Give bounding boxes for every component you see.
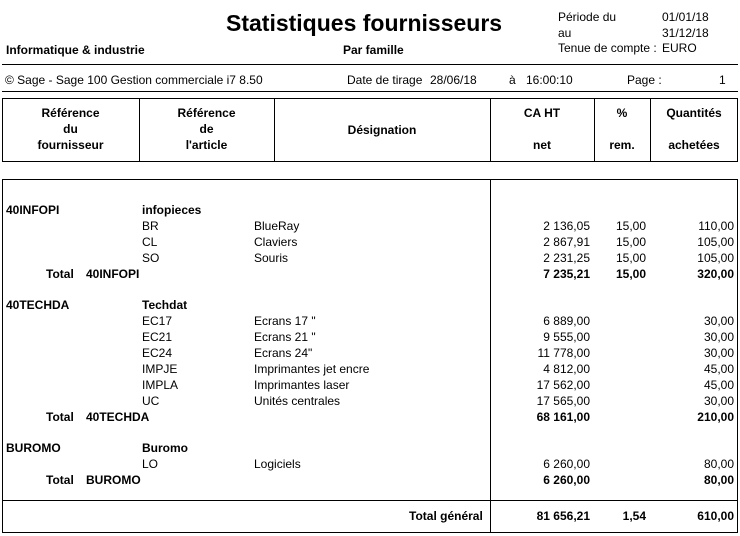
article-ref: BR [142,219,159,233]
supplier-code: BUROMO [6,441,61,455]
report-title: Statistiques fournisseurs [226,10,503,36]
grand-total-ca: 81 656,21 [536,509,590,523]
period-to: 31/12/18 [662,26,709,40]
article-designation: BlueRay [254,219,300,233]
total-supplier-code: 40INFOPI [86,267,140,281]
line-qty: 105,00 [697,251,734,265]
total-ca-ht: 7 235,21 [543,267,590,281]
supplier-code: 40INFOPI [6,203,60,217]
article-ref: UC [142,394,160,408]
line-ca-ht: 9 555,00 [543,330,590,344]
period-from: 01/01/18 [662,10,709,24]
article-designation: Ecrans 21 " [254,330,316,344]
article-ref: LO [142,457,159,471]
article-ref: CL [142,235,158,249]
line-ca-ht: 2 867,91 [543,235,590,249]
supplier-name: Buromo [142,441,188,455]
header-divider-bottom [2,91,738,92]
article-ref: EC21 [142,330,173,344]
grand-total-qty: 610,00 [697,509,734,523]
total-qty: 320,00 [697,267,734,281]
line-rem: 15,00 [615,235,646,249]
line-qty: 105,00 [697,235,734,249]
line-qty: 80,00 [703,457,734,471]
article-designation: Unités centrales [254,394,341,408]
article-ref: SO [142,251,160,265]
article-designation: Claviers [254,235,298,249]
article-designation: Souris [254,251,289,265]
col-designation: Désignation [347,123,417,137]
supplier-name: Techdat [142,298,188,312]
currency-value: EURO [662,41,697,55]
article-designation: Ecrans 24" [254,346,313,360]
total-label: Total [46,410,74,424]
line-ca-ht: 17 565,00 [536,394,590,408]
line-qty: 30,00 [703,394,734,408]
article-ref: IMPLA [142,378,179,392]
period-to-label: au [558,26,572,40]
col-rem: % rem. [609,106,635,152]
currency-label: Tenue de compte : [558,41,657,55]
article-designation: Imprimantes laser [254,378,350,392]
page-number: 1 [719,73,726,87]
line-ca-ht: 11 778,00 [537,346,590,360]
line-qty: 30,00 [703,330,734,344]
total-qty: 210,00 [697,410,734,424]
line-qty: 45,00 [703,378,734,392]
line-rem: 15,00 [615,251,646,265]
report-subtitle: Par famille [343,43,404,57]
article-ref: EC17 [142,314,173,328]
article-designation: Ecrans 17 " [254,314,316,328]
grand-total-rem: 1,54 [622,509,646,523]
line-ca-ht: 6 889,00 [543,314,590,328]
article-designation: Imprimantes jet encre [254,362,370,376]
company-name: Informatique & industrie [6,43,145,57]
line-ca-ht: 4 812,00 [543,362,590,376]
header-divider-top [2,64,738,65]
page-label: Page : [627,73,662,87]
supplier-code: 40TECHDA [6,298,70,312]
grand-total-label: Total général [409,509,483,523]
line-ca-ht: 6 260,00 [543,457,590,471]
col-ca-ht: CA HT net [523,106,561,152]
total-supplier-code: 40TECHDA [86,410,150,424]
total-label: Total [46,267,74,281]
line-qty: 30,00 [703,314,734,328]
col-ref-fournisseur: Référence du fournisseur [37,106,104,152]
period-label: Période du [558,10,617,24]
print-date-label: Date de tirage [347,73,423,87]
total-supplier-code: BUROMO [86,473,141,487]
line-qty: 110,00 [698,219,734,233]
total-ca-ht: 68 161,00 [536,410,590,424]
at-label: à [509,73,516,87]
total-ca-ht: 6 260,00 [543,473,590,487]
line-ca-ht: 2 136,05 [543,219,590,233]
line-ca-ht: 2 231,25 [543,251,590,265]
print-date: 28/06/18 [430,73,477,87]
line-rem: 15,00 [615,219,646,233]
grand-total-divider [2,500,738,501]
total-label: Total [46,473,74,487]
total-qty: 80,00 [703,473,734,487]
article-designation: Logiciels [254,457,301,471]
line-qty: 30,00 [703,346,734,360]
article-ref: EC24 [142,346,173,360]
line-qty: 45,00 [703,362,734,376]
print-time: 16:00:10 [526,73,573,87]
col-ref-article: Référence de l'article [177,106,236,152]
col-qty: Quantités achetées [666,106,722,152]
line-ca-ht: 17 562,00 [536,378,590,392]
total-rem: 15,00 [615,267,646,281]
supplier-name: infopieces [142,203,202,217]
article-ref: IMPJE [142,362,178,376]
software-info: © Sage - Sage 100 Gestion commerciale i7 8.50 [5,73,263,87]
